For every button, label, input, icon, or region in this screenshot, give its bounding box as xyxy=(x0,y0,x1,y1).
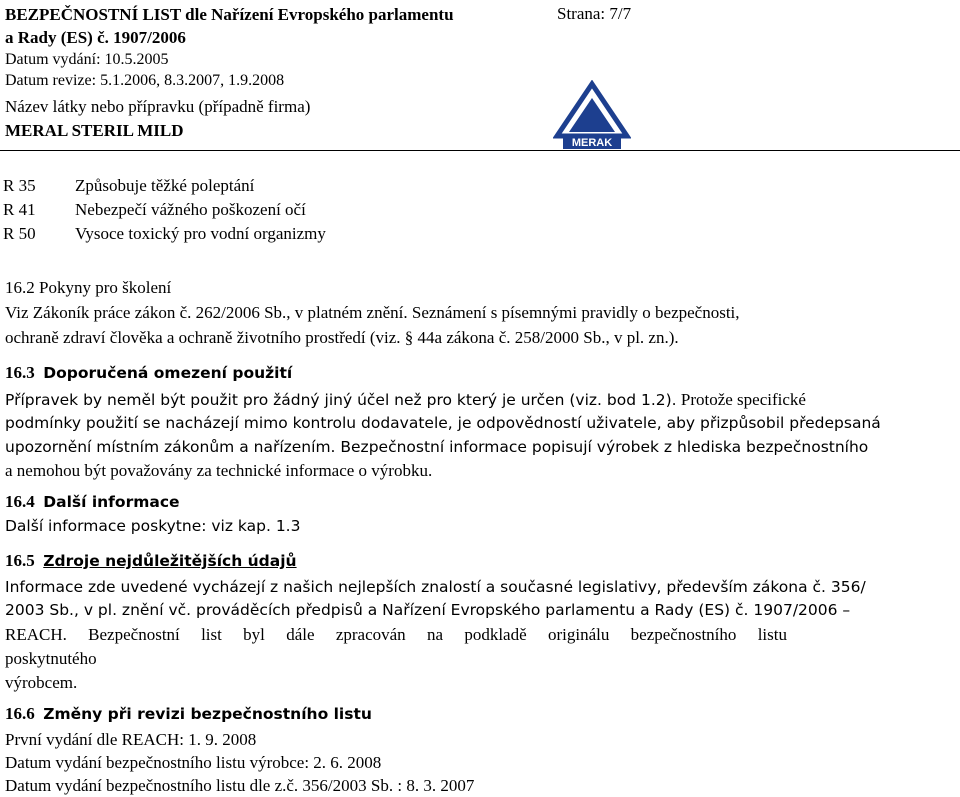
section-16-3-heading xyxy=(5,363,292,383)
section-16-3-line: Přípravek by neměl být použit pro žádný jiný účel než pro který je určen (viz. bod 1.2). Protože specifické xyxy=(5,390,806,409)
r-phrase-text: Nebezpečí vážného poškození očí xyxy=(75,200,306,219)
section-16-6-line: Datum vydání bezpečnostního listu výrobce: 2. 6. 2008 xyxy=(5,753,382,772)
section-16-5-title: Zdroje nejdůležitějších údajů xyxy=(43,552,297,570)
section-16-2-line: Viz Zákoník práce zákon č. 262/2006 Sb., v platném znění. Seznámení s písemnými pravidly o bezpečnosti, xyxy=(5,303,740,322)
merak-logo xyxy=(553,80,631,152)
r-phrase-code: R 41 xyxy=(3,200,36,219)
section-16-5-line: poskytnutého xyxy=(5,649,97,668)
section-16-4-heading xyxy=(5,492,180,512)
section-16-2-line: ochraně zdraví člověka a ochraně životního prostředí (viz. § 44a zákona č. 258/2000 Sb., v pl. zn.). xyxy=(5,328,679,347)
section-16-3-title: Doporučená omezení použití xyxy=(43,364,293,382)
issue-date: Datum vydání: 10.5.2005 xyxy=(5,51,169,68)
sds-title-line2: a Rady (ES) č. 1907/2006 xyxy=(5,28,186,47)
section-16-5-line: 2003 Sb., v pl. znění vč. prováděcích předpisů a Nařízení Evropského parlamentu a Rady (ES) č. 1907/2006 – xyxy=(5,601,851,619)
section-16-4-title: Další informace xyxy=(43,493,180,511)
section-16-5-line: REACH. Bezpečnostní list byl dále zpracován na podkladě originálu bezpečnostního listu xyxy=(5,625,787,644)
logo-text: MERAK xyxy=(571,137,613,149)
r-phrase-code: R 50 xyxy=(3,224,36,243)
section-16-5-line: Informace zde uvedené vycházejí z našich nejlepších znalostí a současné legislativy, především zákona č. 356/ xyxy=(5,578,866,596)
section-16-3-line: upozornění místním zákonům a nařízením. Bezpečnostní informace popisují výrobek z hlediska bezpečnostního xyxy=(5,438,869,456)
r-phrase-code: R 35 xyxy=(3,176,36,195)
section-number: 16.3 xyxy=(5,363,35,382)
section-16-3-line: a nemohou být považovány za technické informace o výrobku. xyxy=(5,461,433,480)
section-16-6-heading xyxy=(5,704,372,724)
product-name: MERAL STERIL MILD xyxy=(5,121,184,140)
section-number: 16.6 xyxy=(5,704,35,723)
substance-name-label: Název látky nebo přípravku (případně firma) xyxy=(5,97,311,116)
section-16-3-line: podmínky použití se nacházejí mimo kontrolu dodavatele, je odpovědností uživatele, aby přizpůsobil předepsaná xyxy=(5,414,881,432)
page-number: Strana: 7/7 xyxy=(557,4,632,23)
section-16-5-line: výrobcem. xyxy=(5,673,78,692)
section-16-6-line: První vydání dle REACH: 1. 9. 2008 xyxy=(5,730,257,749)
section-16-6-line: Datum vydání bezpečnostního listu dle z.č. 356/2003 Sb. : 8. 3. 2007 xyxy=(5,776,475,795)
section-16-5-heading xyxy=(5,551,297,571)
section-number: 16.4 xyxy=(5,492,35,511)
section-number: 16.5 xyxy=(5,551,35,570)
section-16-4-line: Další informace poskytne: viz kap. 1.3 xyxy=(5,517,301,535)
section-16-6-title: Změny při revizi bezpečnostního listu xyxy=(43,705,372,723)
header-divider xyxy=(0,150,960,151)
section-16-2-title: 16.2 Pokyny pro školení xyxy=(5,278,172,297)
sds-title-line1: BEZPEČNOSTNÍ LIST dle Nařízení Evropského parlamentu xyxy=(5,5,454,24)
r-phrase-text: Vysoce toxický pro vodní organizmy xyxy=(75,224,326,243)
revision-date: Datum revize: 5.1.2006, 8.3.2007, 1.9.2008 xyxy=(5,72,285,89)
r-phrase-text: Způsobuje těžké poleptání xyxy=(75,176,255,195)
